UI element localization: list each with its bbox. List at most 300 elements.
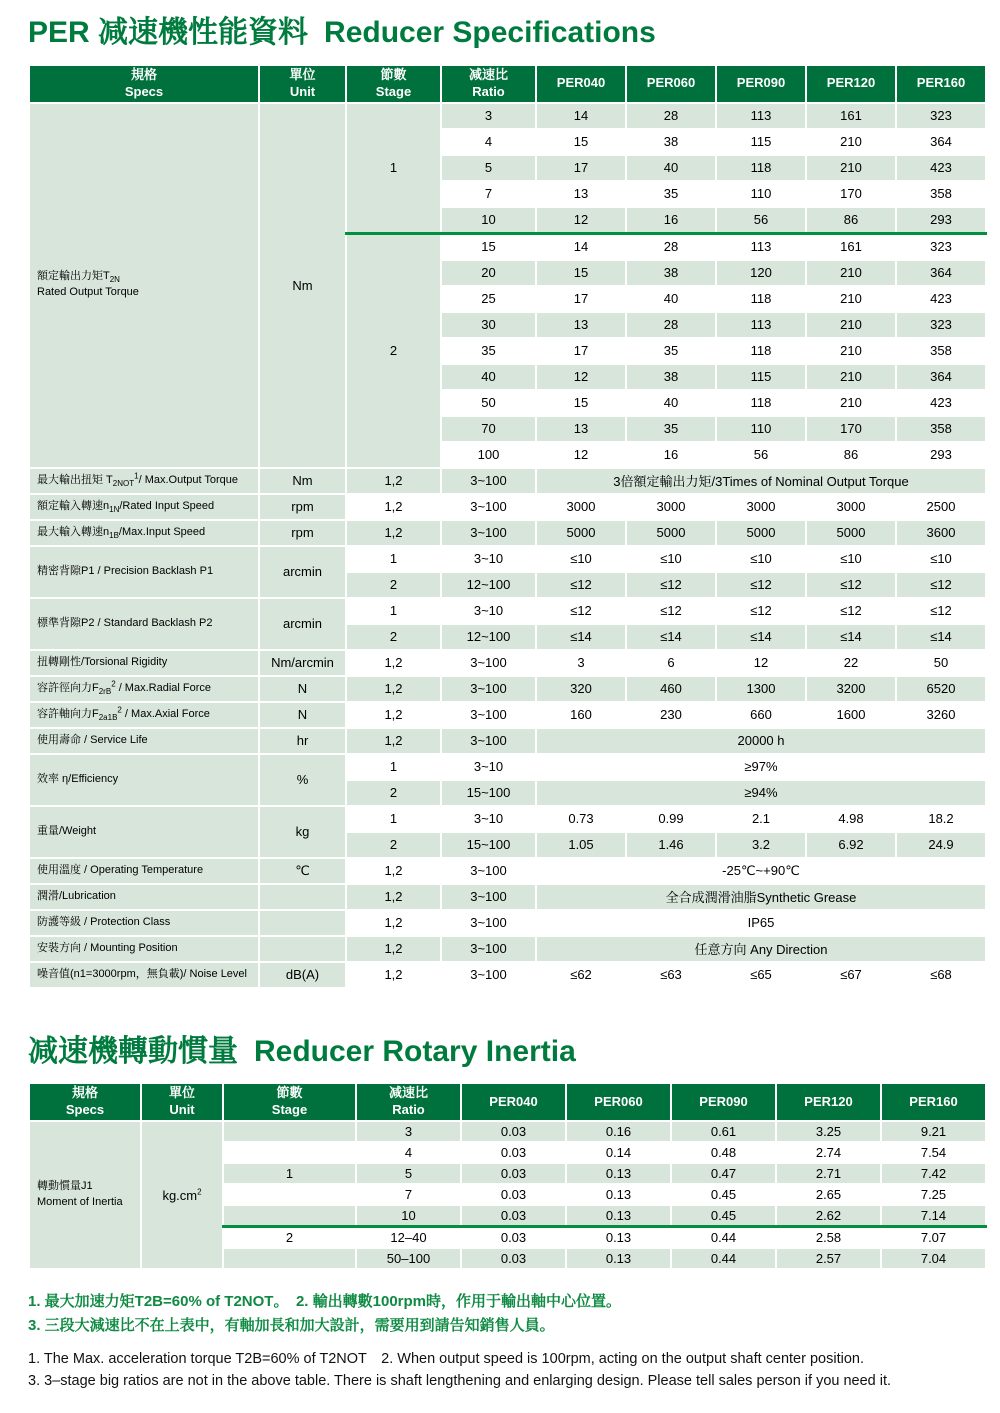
value-cell: 7.25 [881,1184,986,1205]
ratio-cell: 15~100 [441,832,536,858]
value-cell: ≤63 [626,962,716,988]
footnote-zh-2: 3. 三段大減速比不在上表中，有軸加長和加大設計，需要用到請告知銷售人員。 [28,1317,555,1335]
ratio-cell: 7 [441,181,536,207]
stage-cell: 2 [346,832,441,858]
value-cell: 1300 [716,676,806,702]
spec-label-cell: 容許軸向力$F_{2a1B}^2$ / Max.Axial Force [29,702,259,728]
value-cell: ≤14 [626,624,716,650]
value-cell: 16 [626,207,716,234]
value-cell: 3.2 [716,832,806,858]
value-cell: 2.62 [776,1205,881,1227]
value-cell: 15 [536,390,626,416]
value-cell: 118 [716,286,806,312]
col-header-unit: 單位 Unit [259,65,346,103]
value-cell: 0.16 [566,1121,671,1142]
value-cell: 86 [806,442,896,468]
value-cell: 2.58 [776,1227,881,1249]
stage-cell: 1,2 [346,962,441,988]
value-cell: 0.03 [461,1205,566,1227]
ratio-cell: 5 [356,1163,461,1184]
value-cell: 86 [806,207,896,234]
value-cell: 118 [716,155,806,181]
value-cell: 40 [626,155,716,181]
spec-label-cell: 額定輸出力矩$T_{2N}$ Rated Output Torque [29,103,259,468]
ratio-cell: 35 [441,338,536,364]
unit-cell: Nm [259,103,346,468]
value-cell: 22 [806,650,896,676]
ratio-cell: 50 [441,390,536,416]
value-cell: 7.07 [881,1227,986,1249]
value-cell: 28 [626,103,716,129]
value-cell: 0.13 [566,1184,671,1205]
value-cell: 4.98 [806,806,896,832]
col-header-model: PER160 [896,65,986,103]
stage-cell [223,1184,356,1205]
value-cell: 3000 [626,494,716,520]
value-cell: 0.03 [461,1142,566,1163]
value-cell: ≤12 [896,572,986,598]
value-cell: 28 [626,312,716,338]
unit-cell: hr [259,728,346,754]
spec-section-title [28,16,985,51]
stage-cell: 2 [346,233,441,468]
unit-cell: kg [259,806,346,858]
col-header-model: PER060 [566,1083,671,1121]
value-cell: 423 [896,286,986,312]
unit-cell: arcmin [259,546,346,598]
value-cell: 38 [626,364,716,390]
value-span-cell: 20000 h [536,728,986,754]
value-cell: 2500 [896,494,986,520]
value-cell: ≤10 [716,546,806,572]
value-cell: 0.45 [671,1205,776,1227]
stage-cell: 1 [346,546,441,572]
footnote-en-2: 3. 3–stage big ratios are not in the above table. There is shaft lengthening and enlarging design. Please tell sales person if you need it. [28,1373,892,1390]
stage-cell: 1 [346,754,441,780]
value-cell: 28 [626,233,716,260]
value-cell: 115 [716,129,806,155]
stage-cell: 1,2 [346,676,441,702]
col-header-model: PER090 [716,65,806,103]
value-cell: 0.13 [566,1163,671,1184]
stage-cell: 2 [223,1227,356,1249]
value-cell: 0.44 [671,1227,776,1249]
ratio-cell: 30 [441,312,536,338]
value-cell: ≤12 [806,598,896,624]
spec-label-cell: 額定輸入轉速$n_{1N}$/Rated Input Speed [29,494,259,520]
spec-label-cell: 使用溫度 / Operating Temperature [29,858,259,884]
value-cell: ≤10 [806,546,896,572]
stage-cell: 1,2 [346,468,441,494]
inertia-section-title-en: Reducer Rotary Inertia [254,1034,576,1068]
ratio-cell: 100 [441,442,536,468]
footnotes [28,1290,985,1393]
value-cell: 17 [536,338,626,364]
value-cell: 13 [536,181,626,207]
stage-cell: 1,2 [346,936,441,962]
ratio-cell: 4 [441,129,536,155]
ratio-cell: 3~100 [441,962,536,988]
ratio-cell: 10 [356,1205,461,1227]
value-cell: ≤10 [536,546,626,572]
value-cell: 0.13 [566,1227,671,1249]
value-cell: 2.1 [716,806,806,832]
value-cell: ≤12 [896,598,986,624]
value-cell: 115 [716,364,806,390]
value-cell: 364 [896,364,986,390]
value-cell: 0.03 [461,1121,566,1142]
rotary-inertia-table [28,1082,987,1270]
ratio-cell: 7 [356,1184,461,1205]
unit-cell: $kg.cm^2$ [141,1121,223,1269]
value-span-cell: 3倍額定輸出力矩/3Times of Nominal Output Torque [536,468,986,494]
unit-cell: rpm [259,494,346,520]
value-cell: 18.2 [896,806,986,832]
ratio-cell: 3~100 [441,936,536,962]
value-cell: ≤12 [716,598,806,624]
col-header-specs: 規格 Specs [29,65,259,103]
col-header-model: PER040 [461,1083,566,1121]
unit-cell: rpm [259,520,346,546]
value-cell: ≤14 [536,624,626,650]
ratio-cell: 3~10 [441,754,536,780]
value-cell: 120 [716,260,806,286]
stage-cell [223,1142,356,1163]
value-cell: 210 [806,129,896,155]
value-cell: 12 [536,364,626,390]
value-cell: 3000 [716,494,806,520]
stage-cell: 1 [346,103,441,234]
spec-label-cell: 轉動慣量J1 Moment of Inertia [29,1121,141,1269]
value-cell: 35 [626,416,716,442]
value-span-cell: IP65 [536,910,986,936]
value-cell: 0.03 [461,1184,566,1205]
stage-cell: 1,2 [346,520,441,546]
ratio-cell: 3~100 [441,520,536,546]
value-cell: 0.03 [461,1248,566,1269]
ratio-cell: 50–100 [356,1248,461,1269]
col-header-specs: 規格 Specs [29,1083,141,1121]
spec-label-cell: 重量/Weight [29,806,259,858]
ratio-cell: 3~100 [441,676,536,702]
stage-cell: 1,2 [346,858,441,884]
value-cell: 12 [716,650,806,676]
value-cell: 0.48 [671,1142,776,1163]
value-cell: 35 [626,338,716,364]
value-cell: 35 [626,181,716,207]
spec-label-cell: 潤滑/Lubrication [29,884,259,910]
value-cell: 110 [716,181,806,207]
ratio-cell: 3 [356,1121,461,1142]
inertia-section-title [28,1035,985,1070]
ratio-cell: 70 [441,416,536,442]
value-cell: ≤68 [896,962,986,988]
stage-cell: 2 [346,572,441,598]
col-header-model: PER120 [776,1083,881,1121]
value-cell: 118 [716,338,806,364]
value-cell: 358 [896,338,986,364]
value-cell: 210 [806,364,896,390]
value-cell: ≤12 [536,598,626,624]
value-cell: ≤65 [716,962,806,988]
value-cell: 660 [716,702,806,728]
reducer-specifications-table [28,64,987,989]
ratio-cell: 3~100 [441,858,536,884]
value-cell: 323 [896,233,986,260]
value-cell: 13 [536,312,626,338]
value-span-cell: ≥97% [536,754,986,780]
spec-label-cell: 效率 η/Efficiency [29,754,259,806]
value-cell: ≤10 [896,546,986,572]
value-cell: 14 [536,233,626,260]
value-cell: 210 [806,338,896,364]
value-cell: 2.74 [776,1142,881,1163]
value-cell: ≤67 [806,962,896,988]
stage-cell: 1,2 [346,494,441,520]
stage-cell: 1,2 [346,650,441,676]
value-cell: ≤12 [626,572,716,598]
value-cell: 3000 [536,494,626,520]
value-cell: 1600 [806,702,896,728]
ratio-cell: 12~100 [441,624,536,650]
value-cell: 6520 [896,676,986,702]
value-cell: 13 [536,416,626,442]
value-cell: 7.42 [881,1163,986,1184]
col-header-model: PER040 [536,65,626,103]
value-cell: 161 [806,103,896,129]
value-cell: 2.57 [776,1248,881,1269]
value-cell: 2.71 [776,1163,881,1184]
unit-cell: Nm/arcmin [259,650,346,676]
spec-label-cell: 安裝方向 / Mounting Position [29,936,259,962]
value-cell: 7.04 [881,1248,986,1269]
value-cell: 0.44 [671,1248,776,1269]
value-cell: 0.13 [566,1248,671,1269]
ratio-cell: 12~100 [441,572,536,598]
ratio-cell: 12–40 [356,1227,461,1249]
value-cell: 323 [896,312,986,338]
value-cell: 3 [536,650,626,676]
value-cell: 170 [806,416,896,442]
value-cell: 118 [716,390,806,416]
value-cell: 5000 [626,520,716,546]
col-header-stage: 節數 Stage [223,1083,356,1121]
spec-label-cell: 最大輸入轉速$n_{1B}/Max.Input$ Speed [29,520,259,546]
value-cell: 3200 [806,676,896,702]
ratio-cell: 3~100 [441,468,536,494]
stage-cell: 1,2 [346,702,441,728]
ratio-cell: 10 [441,207,536,234]
value-cell: 12 [536,207,626,234]
value-cell: 7.54 [881,1142,986,1163]
col-header-model: PER160 [881,1083,986,1121]
value-cell: 15 [536,129,626,155]
value-cell: 5000 [806,520,896,546]
col-header-model: PER120 [806,65,896,103]
value-cell: 9.21 [881,1121,986,1142]
ratio-cell: 3~10 [441,598,536,624]
value-cell: 1.46 [626,832,716,858]
value-cell: 358 [896,416,986,442]
unit-cell: arcmin [259,598,346,650]
ratio-cell: 4 [356,1142,461,1163]
value-cell: 0.13 [566,1205,671,1227]
footnote-zh-1: 1. 最大加速力矩T2B=60% of T2NOT。 2. 輸出轉數100rpm時，作用于輸出軸中心位置。 [28,1293,622,1310]
value-cell: 113 [716,233,806,260]
value-cell: ≤12 [716,572,806,598]
spec-label-cell: 最大輸出扭矩 $T_{2NOT}^1/$ Max.Output Torque [29,468,259,494]
ratio-cell: 3~100 [441,728,536,754]
col-header-ratio: 减速比 Ratio [356,1083,461,1121]
value-cell: ≤14 [806,624,896,650]
value-cell: 0.47 [671,1163,776,1184]
stage-cell: 2 [346,780,441,806]
stage-cell [223,1248,356,1269]
value-cell: 320 [536,676,626,702]
stage-cell: 2 [346,624,441,650]
ratio-cell: 3~100 [441,494,536,520]
value-cell: 364 [896,129,986,155]
ratio-cell: 20 [441,260,536,286]
value-cell: 293 [896,207,986,234]
value-span-cell: 任意方向 Any Direction [536,936,986,962]
value-cell: ≤14 [716,624,806,650]
ratio-cell: 5 [441,155,536,181]
value-cell: 210 [806,155,896,181]
value-cell: 210 [806,260,896,286]
stage-cell: 1 [346,598,441,624]
value-cell: ≤12 [806,572,896,598]
stage-cell: 1,2 [346,884,441,910]
value-cell: 364 [896,260,986,286]
value-cell: 2.65 [776,1184,881,1205]
footnote-en-1: 1. The Max. acceleration torque T2B=60% of T2NOT 2. When output speed is 100rpm, acting on the output shaft center position. [28,1350,864,1367]
ratio-cell: 15 [441,233,536,260]
ratio-cell: 3~100 [441,702,536,728]
ratio-cell: 3~10 [441,806,536,832]
ratio-cell: 3~100 [441,910,536,936]
value-cell: 210 [806,312,896,338]
ratio-cell: 25 [441,286,536,312]
value-cell: 17 [536,155,626,181]
value-cell: 56 [716,207,806,234]
value-cell: 38 [626,260,716,286]
ratio-cell: 15~100 [441,780,536,806]
unit-cell [259,936,346,962]
value-cell: 210 [806,390,896,416]
stage-cell: 1,2 [346,728,441,754]
value-cell: 110 [716,416,806,442]
ratio-cell: 3~10 [441,546,536,572]
value-cell: 230 [626,702,716,728]
value-cell: 16 [626,442,716,468]
value-cell: 38 [626,129,716,155]
value-cell: 17 [536,286,626,312]
value-cell: 210 [806,286,896,312]
value-cell: 7.14 [881,1205,986,1227]
value-cell: 6.92 [806,832,896,858]
value-cell: 423 [896,155,986,181]
value-span-cell: 全合成潤滑油脂Synthetic Grease [536,884,986,910]
value-cell: 358 [896,181,986,207]
ratio-cell: 40 [441,364,536,390]
value-cell: 40 [626,286,716,312]
unit-cell: N [259,702,346,728]
value-cell: 3000 [806,494,896,520]
value-cell: 0.03 [461,1227,566,1249]
value-cell: 14 [536,103,626,129]
value-cell: 50 [896,650,986,676]
stage-cell: 1 [223,1163,356,1184]
unit-cell: ℃ [259,858,346,884]
value-cell: 161 [806,233,896,260]
unit-cell [259,884,346,910]
value-cell: 5000 [716,520,806,546]
value-cell: 0.45 [671,1184,776,1205]
value-cell: 0.73 [536,806,626,832]
value-cell: 15 [536,260,626,286]
value-cell: 40 [626,390,716,416]
value-cell: 160 [536,702,626,728]
value-cell: 0.61 [671,1121,776,1142]
value-cell: ≤10 [626,546,716,572]
spec-section-title-en: Reducer Specifications [324,16,656,49]
value-cell: 6 [626,650,716,676]
spec-label-cell: 噪音值(n1=3000rpm，無負載)/ Noise Level [29,962,259,988]
ratio-cell: 3~100 [441,650,536,676]
value-cell: 170 [806,181,896,207]
unit-cell [259,910,346,936]
unit-cell: % [259,754,346,806]
value-cell: ≤12 [626,598,716,624]
value-cell: 3260 [896,702,986,728]
value-cell: 460 [626,676,716,702]
unit-cell: Nm [259,468,346,494]
spec-section-title-zh: PER 减速機性能資料 [28,16,309,49]
spec-label-cell: 標準背隙P2 / Standard Backlash P2 [29,598,259,650]
value-cell: 0.99 [626,806,716,832]
unit-cell: N [259,676,346,702]
value-span-cell: ≥94% [536,780,986,806]
inertia-section-title-zh: 减速機轉動慣量 [28,1034,238,1068]
stage-cell [223,1121,356,1142]
spec-label-cell: 使用壽命 / Service Life [29,728,259,754]
value-span-cell: -25℃~+90℃ [536,858,986,884]
value-cell: 0.03 [461,1163,566,1184]
stage-cell: 1,2 [346,910,441,936]
catalog-page [28,16,985,1393]
value-cell: ≤12 [536,572,626,598]
value-cell: 293 [896,442,986,468]
value-cell: 423 [896,390,986,416]
col-header-model: PER090 [671,1083,776,1121]
value-cell: 3.25 [776,1121,881,1142]
col-header-ratio: 减速比 Ratio [441,65,536,103]
value-cell: 113 [716,103,806,129]
value-cell: 323 [896,103,986,129]
stage-cell [223,1205,356,1227]
value-cell: 113 [716,312,806,338]
spec-label-cell: 扭轉剛性/Torsional Rigidity [29,650,259,676]
ratio-cell: 3 [441,103,536,129]
col-header-unit: 單位 Unit [141,1083,223,1121]
value-cell: 1.05 [536,832,626,858]
value-cell: 12 [536,442,626,468]
stage-cell: 1 [346,806,441,832]
spec-label-cell: 精密背隙P1 / Precision Backlash P1 [29,546,259,598]
ratio-cell: 3~100 [441,884,536,910]
unit-cell: dB(A) [259,962,346,988]
